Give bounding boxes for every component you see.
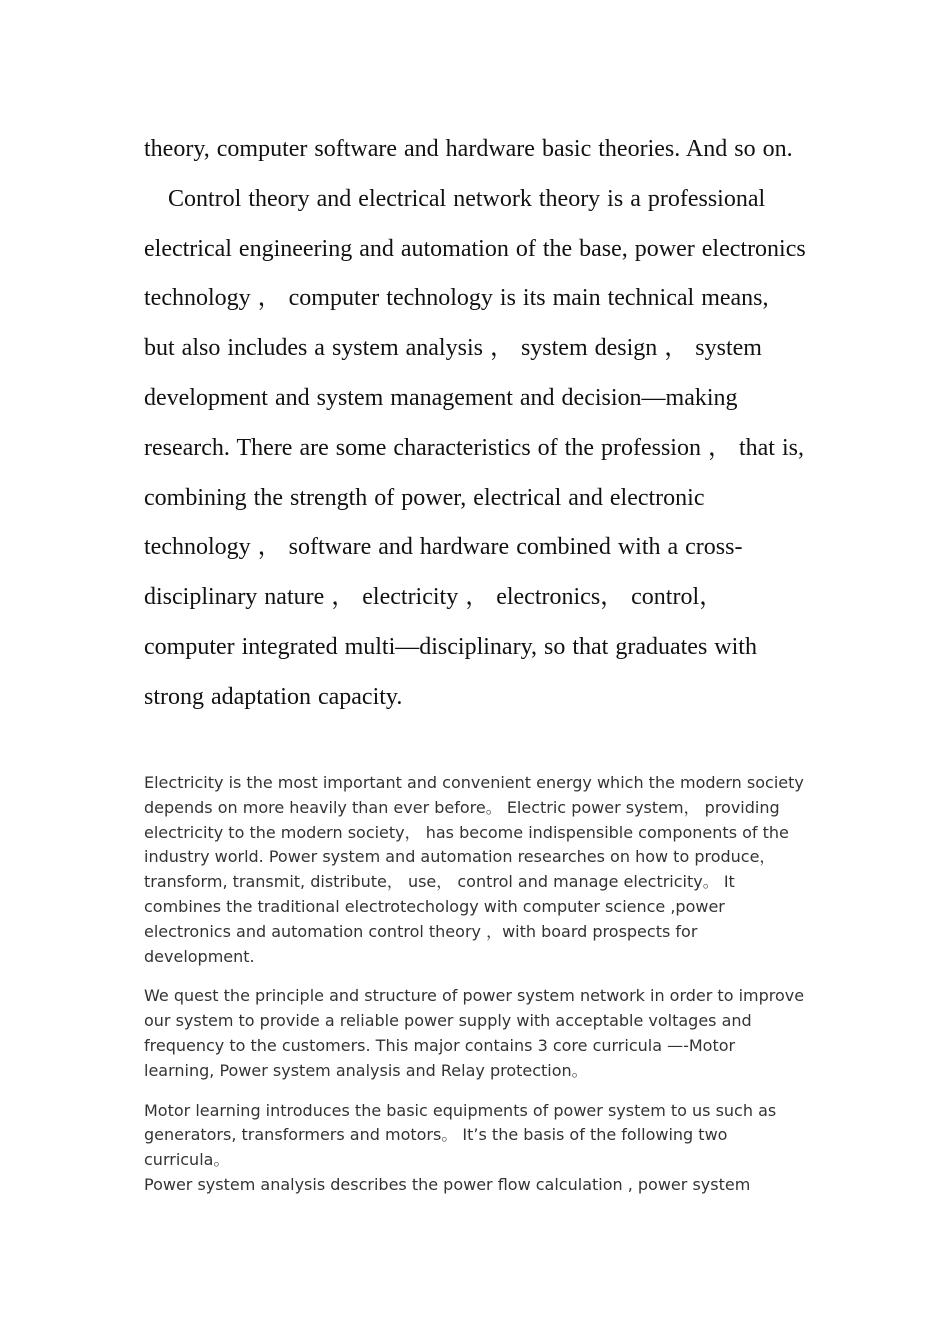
serif-text-section bbox=[144, 125, 806, 723]
paragraph-power-system-analysis: Power system analysis describes the power flow calculation , power system bbox=[144, 1174, 751, 1194]
paragraph-continuation: theory, computer software and hardware basic theories. And so on. bbox=[144, 136, 793, 162]
paragraph-control-theory: Control theory and electrical network theory is a professional electrical engineering and automation of the base, power electronics technology ， computer technology is its main technical means, but also includes a system analysis ， system design ， system development and system management and decision—making research. There are some characteristics of the profession ， that is, combining the strength of power, electrical and electronic technology ， software and hardware combined with a cross-disciplinary nature ， electricity ， electronics， control， computer integrated multi—disciplinary, so that graduates with strong adaptation capacity. bbox=[144, 185, 806, 710]
paragraph-motor-learning: Motor learning introduces the basic equipments of power system to us such as generators, transformers and motors。 It’s the basis of the following two curricula。 bbox=[144, 1100, 777, 1170]
sans-text-section bbox=[144, 771, 806, 1198]
paragraph-electricity: Electricity is the most important and convenient energy which the modern society depends on more heavily than ever before。 Electric power system， providing electricity to the modern society， has become indispensible components of the industry world. Power system and automation researches on how to produce， transform, transmit, distribute， use， control and manage electricity。 It combines the traditional electrotechology with computer science ,power electronics and automation control theory ，with board prospects for development. bbox=[144, 773, 804, 966]
paragraph-power-system-network: We quest the principle and structure of power system network in order to improve our system to provide a reliable power supply with acceptable voltages and frequency to the customers. This major contains 3 core curricula —-Motor learning, Power system analysis and Relay protection。 bbox=[144, 986, 805, 1080]
